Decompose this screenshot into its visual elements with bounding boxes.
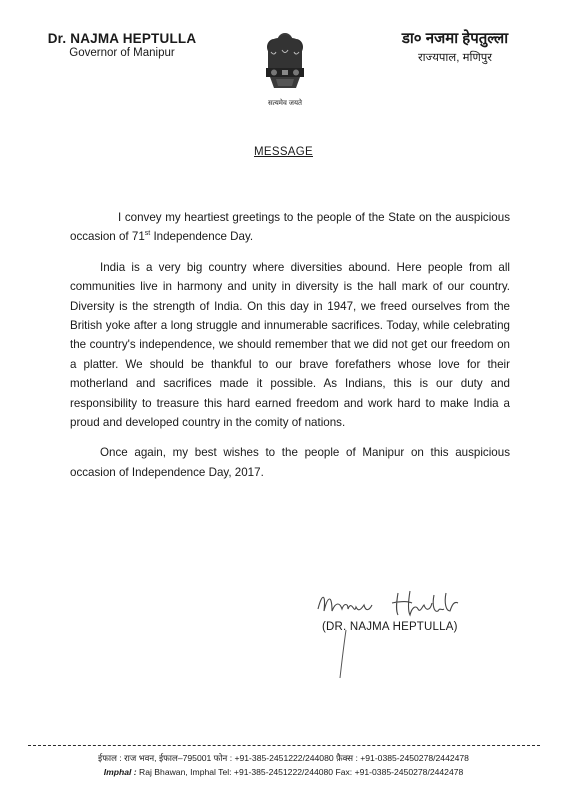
message-body: [70, 208, 510, 493]
emblem-motto: सत्यमेव जयते: [267, 100, 303, 107]
state-emblem: [255, 28, 315, 112]
sender-name: Dr. NAJMA HEPTULLA: [47, 31, 197, 46]
paragraph-greeting: I convey my heartiest greetings to the people of the State on the auspicious occasion of 71st Independence Day.: [70, 211, 510, 244]
lion-capital-icon: [262, 28, 308, 98]
sender-name-hindi: डा० नजमा हेपतुल्ला: [401, 30, 509, 47]
footer-divider: [28, 745, 540, 746]
signature-tail-stroke: [334, 630, 354, 680]
sender-title-hindi: राज्यपाल, मणिपुर: [417, 52, 493, 64]
message-heading: MESSAGE: [254, 146, 313, 158]
footer-address-hindi: ईफाल : राज भवन, ईफाल–795001 फोन : +91-385-2451222/244080 फ़ैक्स : +91-0385-2450278/2442478: [98, 753, 469, 763]
footer-contact: Raj Bhawan, Imphal Tel: +91-385-2451222/244080 Fax: +91-0385-2450278/2442478: [136, 767, 464, 777]
signatory-name: (DR. NAJMA HEPTULLA): [322, 621, 458, 633]
footer-address-english: [0, 767, 567, 777]
footer-place: Imphal :: [103, 767, 137, 777]
paragraph-main: India is a very big country where diversities abound. Here people from all communities live in harmony and unity in diversity is the hall mark of our country. Diversity is the strength of India. On this day in 1947, we freed ourselves from the British yoke after a long struggle and innumerable sacrifices. Today, while celebrating the country's independence, we should remember that we did not get our freedom on a platter. We should be thankful to our brave forefathers whose love for their motherland and sacrifices made it possible. As Indians, this is our duty and responsibility to treasure this hard earned freedom and work hard to make India a proud and developed country in the comity of nations.: [70, 260, 510, 430]
paragraph-closing: Once again, my best wishes to the people of Manipur on this auspicious occasion of Independence Day, 2017.: [70, 446, 510, 479]
sender-block-hindi: [385, 28, 525, 65]
handwritten-signature: [312, 585, 492, 625]
sender-title: Governor of Manipur: [69, 47, 175, 59]
sender-block-english: [37, 31, 207, 59]
